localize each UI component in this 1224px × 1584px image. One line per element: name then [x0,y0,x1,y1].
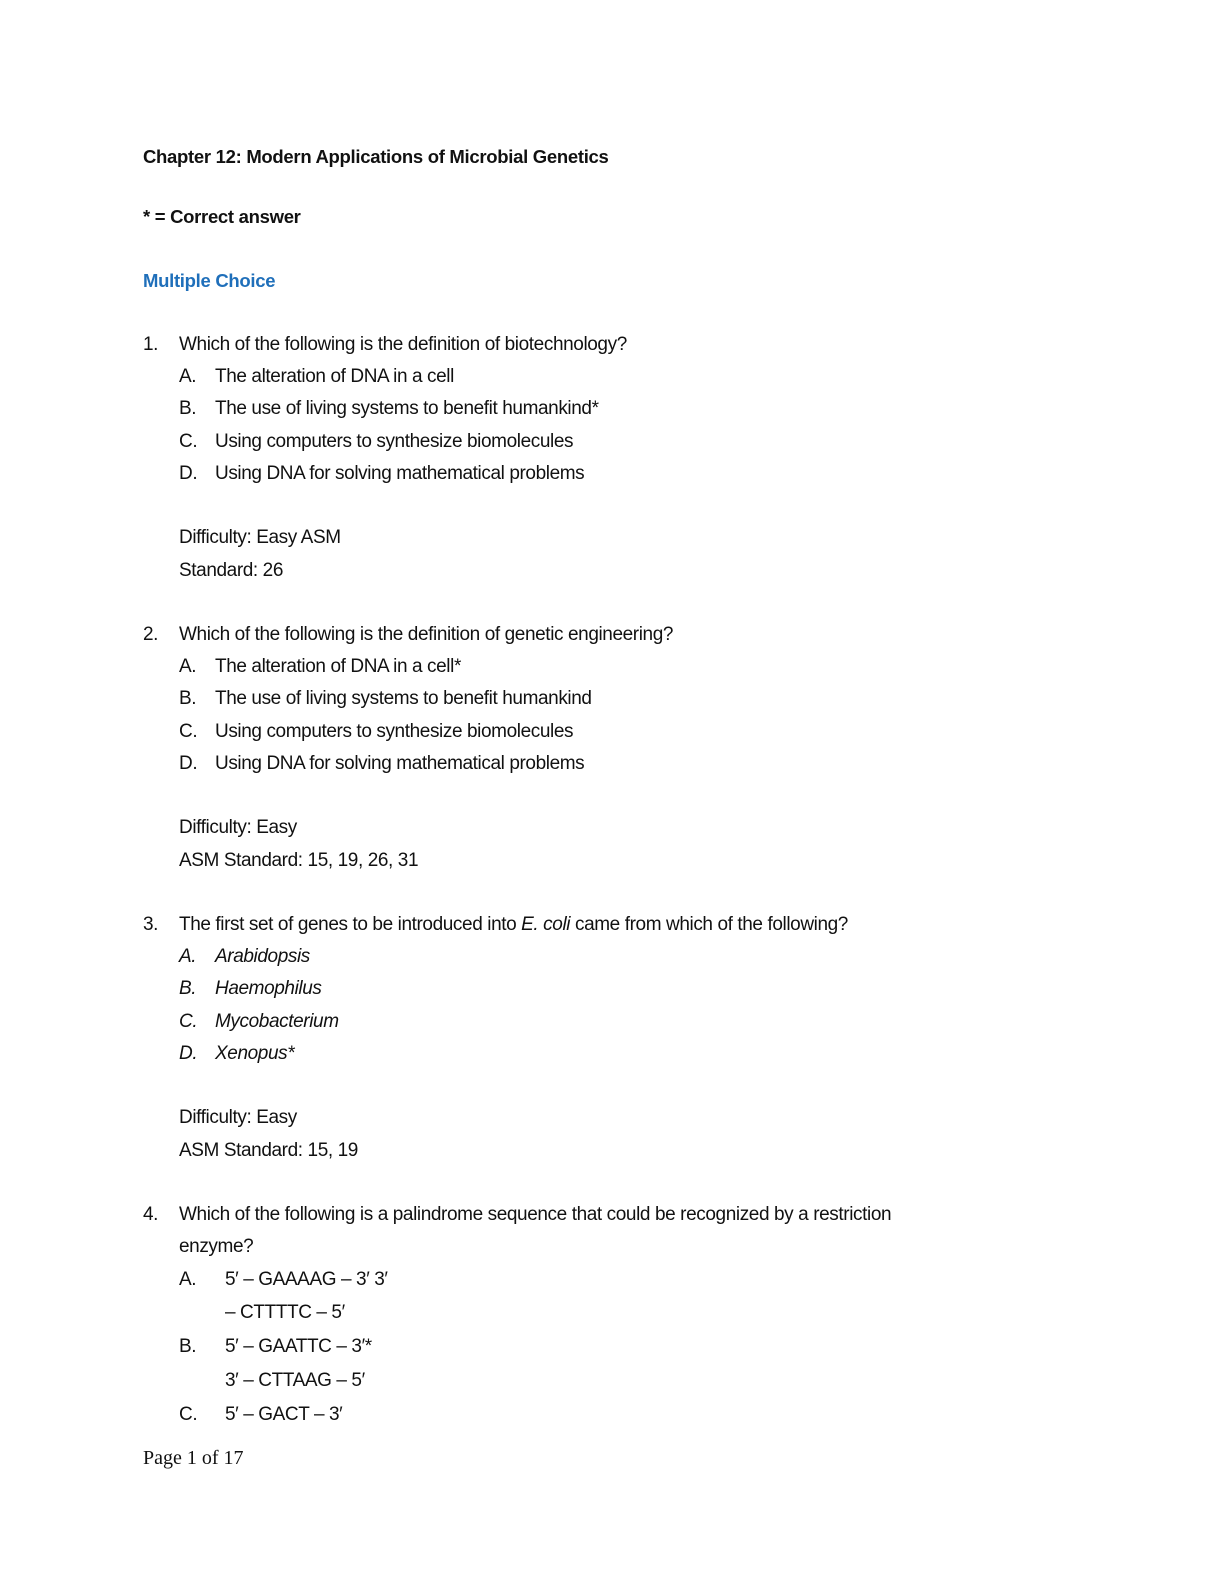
option-text: Xenopus* [215,1043,295,1064]
option-text: Using computers to synthesize biomolecules [215,431,574,452]
standard-label: ASM Standard: 15, 19, 26, 31 [179,850,419,871]
question-text-end: came from which of the following? [570,914,848,935]
question-text-continued: enzyme? [179,1236,254,1257]
option-text: The use of living systems to benefit humankind [215,688,592,709]
option-letter: B. [179,978,197,999]
option-text: Haemophilus [215,978,322,999]
question-number: 4. [143,1204,159,1225]
question-text [179,914,848,936]
difficulty-label: Difficulty: Easy [179,817,297,838]
option-letter: D. [179,1043,198,1064]
question-text-start: The first set of genes to be introduced into [179,914,522,935]
question-number: 2. [143,624,159,645]
option-letter: C. [179,1404,198,1425]
question-text: Which of the following is the definition of genetic engineering? [179,624,674,645]
option-letter: B. [179,398,197,419]
question-text: Which of the following is a palindrome sequence that could be recognized by a restriction [179,1204,892,1225]
answer-legend: * = Correct answer [143,206,301,227]
option-text: 5′ – GAATTC – 3′* [225,1336,372,1357]
option-letter: B. [179,1336,197,1357]
page-number: Page 1 of 17 [143,1447,244,1469]
option-text: 5′ – GAAAAG – 3′ 3′ [225,1269,388,1290]
option-letter: A. [179,1269,197,1290]
option-letter: A. [179,366,197,387]
option-text: Using computers to synthesize biomolecules [215,721,574,742]
standard-label: Standard: 26 [179,560,284,581]
option-text: Using DNA for solving mathematical problems [215,463,585,484]
option-letter: C. [179,1011,198,1032]
question-number: 3. [143,914,159,935]
option-letter: A. [179,946,197,967]
question-text: Which of the following is the definition of biotechnology? [179,334,627,355]
option-text: 5′ – GACT – 3′ [225,1404,343,1425]
question-number: 1. [143,334,159,355]
section-heading: Multiple Choice [143,270,276,291]
option-text: The alteration of DNA in a cell [215,366,454,387]
difficulty-label: Difficulty: Easy [179,1107,297,1128]
option-text: The use of living systems to benefit humankind* [215,398,599,419]
option-letter: B. [179,688,197,709]
standard-label: ASM Standard: 15, 19 [179,1140,358,1161]
option-text-continued: – CTTTTC – 5′ [225,1302,345,1323]
option-text-continued: 3′ – CTTAAG – 5′ [225,1370,365,1391]
option-letter: D. [179,463,198,484]
option-letter: C. [179,721,198,742]
option-letter: D. [179,753,198,774]
page-title: Chapter 12: Modern Applications of Microbial Genetics [143,146,609,167]
option-letter: C. [179,431,198,452]
difficulty-label: Difficulty: Easy ASM [179,527,341,548]
option-text: The alteration of DNA in a cell* [215,656,461,677]
organism-name: E. coli [521,914,571,935]
option-text: Using DNA for solving mathematical problems [215,753,585,774]
option-text: Arabidopsis [215,946,310,967]
option-letter: A. [179,656,197,677]
option-text: Mycobacterium [215,1011,339,1032]
